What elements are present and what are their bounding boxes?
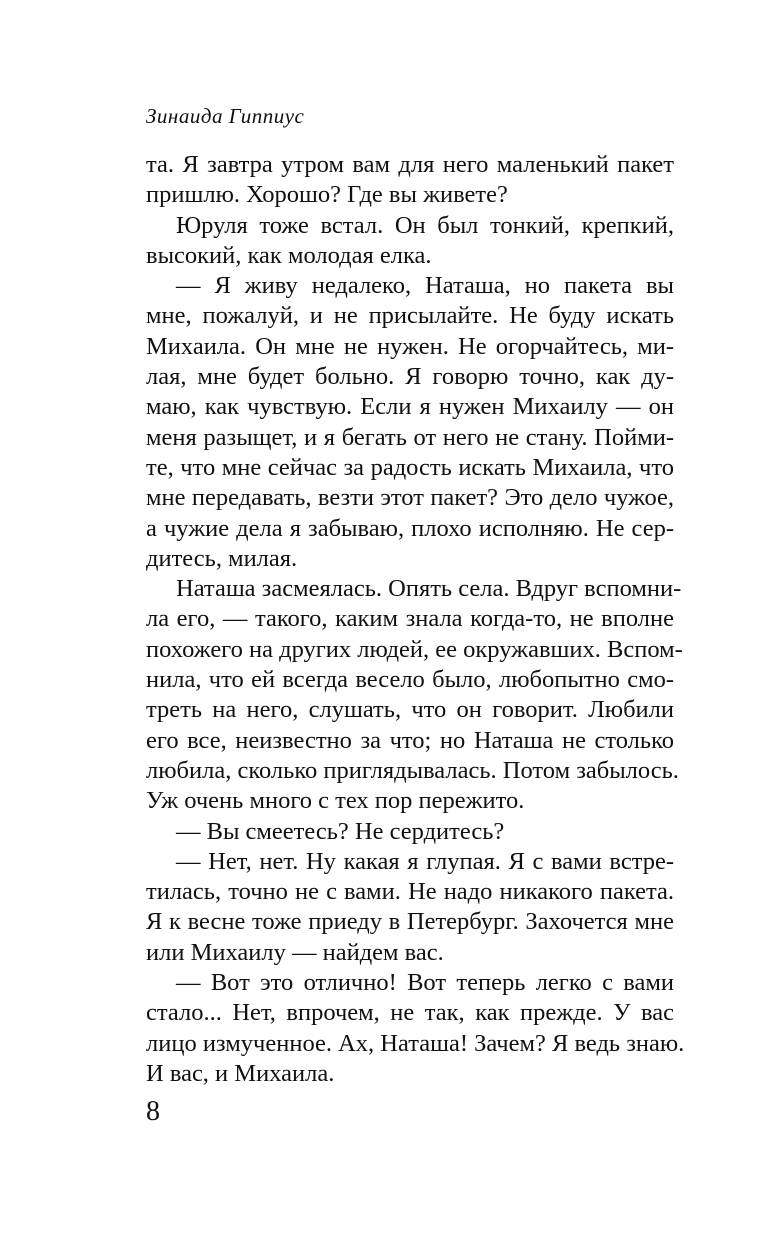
text-line: любила, сколько приглядывалась. Потом забылось. (146, 756, 679, 784)
text-line: Михаила. Он мне не нужен. Не огорчайтесь, ми- (146, 332, 674, 360)
text-line: тилась, точно не с вами. Не надо никакого пакета. (146, 878, 674, 906)
text-line: стало... Нет, впрочем, не так, как прежде. У вас (146, 999, 674, 1027)
paragraph (146, 574, 683, 816)
text-line: треть на него, слушать, что он говорит. Любили (146, 696, 674, 724)
text-line: мне, пожалуй, и не присылайте. Не буду искать (146, 302, 674, 330)
text-line: Я к весне тоже приеду в Петербург. Захочется мне (146, 908, 674, 936)
text-line: — Нет, нет. Ну какая я глупая. Я с вами встре- (176, 847, 674, 875)
text-line: нила, что ей всегда весело было, любопытно смо- (146, 666, 674, 694)
paragraph (146, 817, 674, 847)
text-line: меня разыщет, и я бегать от него не стану. Пойми- (146, 423, 674, 451)
text-line: лая, мне будет больно. Я говорю точно, как ду- (146, 363, 674, 391)
text-line: похожего на других людей, ее окружавших. Вспом- (146, 635, 683, 663)
text-line: мне передавать, везти этот пакет? Это дело чужое, (146, 484, 674, 512)
paragraph (146, 150, 674, 211)
text-line: маю, как чувствую. Если я нужен Михаилу — он (146, 393, 674, 421)
text-line: или Михаилу — найдем вас. (146, 938, 444, 966)
text-line: та. Я завтра утром вам для него маленький пакет (146, 151, 674, 178)
text-line: лицо измученное. Ах, Наташа! Зачем? Я ведь знаю. (146, 1029, 685, 1057)
text-line: И вас, и Михаила. (146, 1059, 335, 1087)
text-line: — Вот это отлично! Вот теперь легко с вами (176, 969, 674, 997)
body-text (146, 150, 685, 1089)
text-line: высокий, как молодая елка. (146, 241, 432, 269)
paragraph (146, 847, 674, 968)
text-line: Уж очень много с тех пор пережито. (146, 787, 525, 815)
paragraph (146, 271, 674, 574)
text-line: те, что мне сейчас за радость искать Михаила, что (146, 453, 674, 481)
page-number: 8 (146, 1096, 160, 1127)
text-line: — Я живу недалеко, Наташа, но пакета вы (176, 272, 674, 300)
text-line: а чужие дела я забываю, плохо исполняю. Не сер- (146, 514, 674, 542)
text-line: — Вы смеетесь? Не сердитесь? (176, 817, 505, 845)
running-head-author: Зинаида Гиппиус (146, 104, 305, 128)
paragraph (146, 968, 685, 1089)
text-line: пришлю. Хорошо? Где вы живете? (146, 181, 508, 209)
text-line: Юруля тоже встал. Он был тонкий, крепкий, (176, 211, 674, 239)
text-line: Наташа засмеялась. Опять села. Вдруг вспомни- (176, 575, 682, 603)
paragraph (146, 211, 674, 272)
text-line: дитесь, милая. (146, 544, 298, 572)
text-line: его все, неизвестно за что; но Наташа не столько (146, 726, 674, 754)
text-line: ла его, — такого, каким знала когда-то, не вполне (146, 605, 674, 633)
